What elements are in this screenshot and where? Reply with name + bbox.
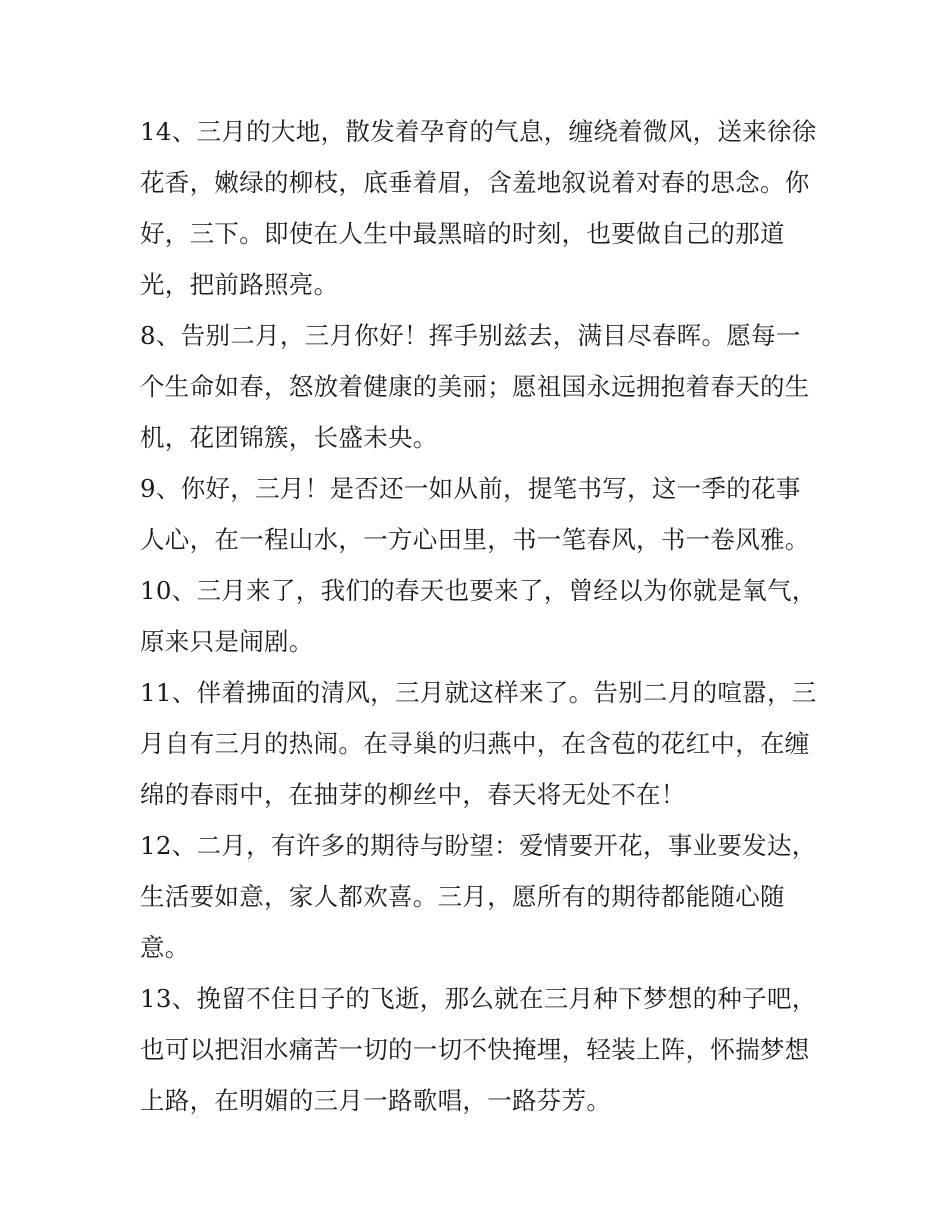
text-line: 9、你好，三月！是否还一如从前，提笔书写，这一季的花事: [140, 474, 801, 503]
paragraph-10: [140, 565, 816, 667]
text-line: 月自有三月的热闹。在寻巢的归燕中，在含苞的花红中，在缠: [140, 729, 810, 758]
text-line: 13、挽留不住日子的飞逝，那么就在三月种下梦想的种子吧，: [140, 984, 817, 1013]
text-line: 好，三下。即使在人生中最黑暗的时刻，也要做自己的那道: [140, 219, 785, 248]
paragraph-9: [140, 463, 816, 565]
text-line: 12、二月，有许多的期待与盼望：爱情要开花，事业要发达，: [140, 831, 817, 860]
document-body: [140, 106, 816, 1126]
text-line: 14、三月的大地，散发着孕育的气息，缠绕着微风，送来徐徐: [140, 117, 817, 146]
text-line: 上路，在明媚的三月一路歌唱，一路芬芳。: [140, 1086, 612, 1115]
paragraph-8: [140, 310, 816, 463]
text-line: 花香，嫩绿的柳枝，底垂着眉，含羞地叙说着对春的思念。你: [140, 168, 810, 197]
text-line: 原来只是闹剧。: [140, 627, 314, 656]
paragraph-12: [140, 820, 816, 973]
text-line: 人心，在一程山水，一方心田里，书一笔春风，书一卷风雅。: [140, 525, 810, 554]
text-line: 意。: [140, 933, 190, 962]
text-line: 8、告别二月，三月你好！挥手别兹去，满目尽春晖。愿每一: [140, 321, 801, 350]
text-line: 10、三月来了，我们的春天也要来了，曾经以为你就是氧气，: [140, 576, 817, 605]
paragraph-13: [140, 973, 816, 1126]
paragraph-14: [140, 106, 816, 310]
text-line: 绵的春雨中，在抽芽的柳丝中，春天将无处不在！: [140, 780, 686, 809]
text-line: 个生命如春，怒放着健康的美丽；愿祖国永远拥抱着春天的生: [140, 372, 810, 401]
paragraph-11: [140, 667, 816, 820]
text-line: 机，花团锦簇，长盛未央。: [140, 423, 438, 452]
text-line: 光，把前路照亮。: [140, 270, 339, 299]
text-line: 生活要如意，家人都欢喜。三月，愿所有的期待都能随心随: [140, 882, 785, 911]
text-line: 11、伴着拂面的清风，三月就这样来了。告别二月的喧嚣，三: [140, 678, 817, 707]
text-line: 也可以把泪水痛苦一切的一切不快掩埋，轻装上阵，怀揣梦想: [140, 1035, 810, 1064]
